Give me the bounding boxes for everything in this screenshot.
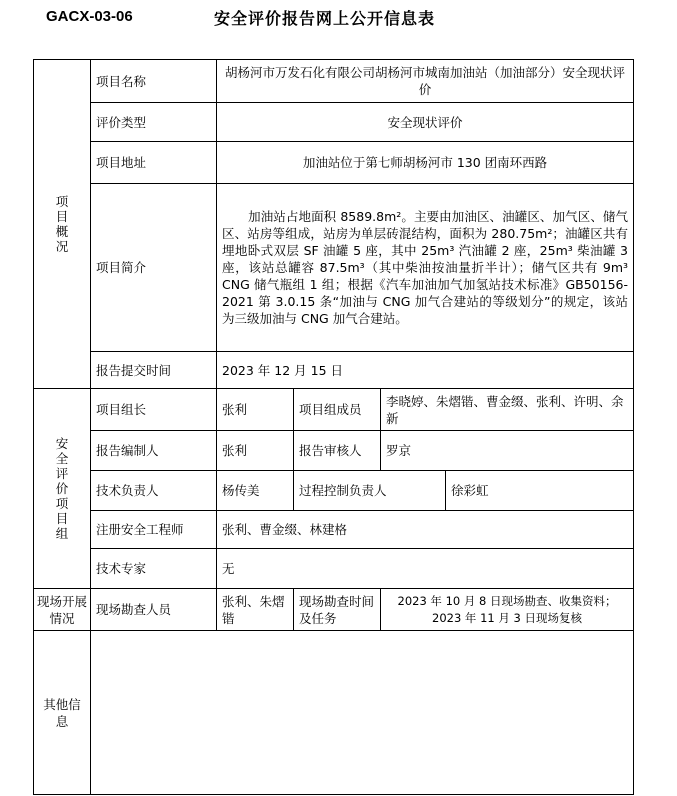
section-overview — [34, 60, 91, 389]
leader-label: 项目组长 — [91, 389, 217, 431]
section-team-label: 安全评价项目组 — [55, 435, 69, 541]
eval-type-label: 评价类型 — [91, 103, 217, 142]
survey-time-line-1: 2023 年 10 月 8 日现场勘查、收集资料； — [397, 593, 617, 608]
project-address-value: 加油站位于第七师胡杨河市 130 团南环西路 — [217, 142, 634, 184]
survey-time-label: 现场勘查时间及任务 — [294, 589, 381, 631]
leader-value: 张利 — [217, 389, 294, 431]
document-code: GACX-03-06 — [46, 8, 133, 25]
process-control-value: 徐彩虹 — [446, 471, 634, 511]
project-name-value: 胡杨河市万发石化有限公司胡杨河市城南加油站（加油部分）安全现状评价 — [217, 60, 634, 103]
tech-lead-value: 杨传美 — [217, 471, 294, 511]
members-label: 项目组成员 — [294, 389, 381, 431]
surveyor-label: 现场勘查人员 — [91, 589, 217, 631]
surveyor-value: 张利、朱熠锴 — [217, 589, 294, 631]
process-control-label: 过程控制负责人 — [294, 471, 446, 511]
info-table — [33, 59, 634, 795]
engineer-label: 注册安全工程师 — [91, 511, 217, 549]
survey-time-value — [381, 589, 634, 631]
engineer-value: 张利、曹金缀、林建格 — [217, 511, 634, 549]
eval-type-value: 安全现状评价 — [217, 103, 634, 142]
document-title: 安全评价报告网上公开信息表 — [214, 9, 436, 28]
author-value: 张利 — [217, 431, 294, 471]
submit-time-label: 报告提交时间 — [91, 352, 217, 389]
section-site-label: 现场开展情况 — [36, 593, 87, 626]
section-other-label: 其他信息 — [43, 696, 81, 729]
expert-label: 技术专家 — [91, 549, 217, 589]
other-info-value — [91, 631, 634, 795]
author-label: 报告编制人 — [91, 431, 217, 471]
section-site — [34, 589, 91, 631]
section-team — [34, 389, 91, 589]
members-value: 李晓婷、朱熠锴、曹金缀、张利、许明、余新 — [381, 389, 634, 431]
submit-time-value: 2023 年 12 月 15 日 — [217, 352, 634, 389]
project-intro-label: 项目简介 — [91, 184, 217, 352]
project-address-label: 项目地址 — [91, 142, 217, 184]
project-name-label: 项目名称 — [91, 60, 217, 103]
reviewer-label: 报告审核人 — [294, 431, 381, 471]
project-intro-cell — [217, 184, 634, 352]
project-intro-value: 加油站占地面积 8589.8m²。主要由加油区、油罐区、加气区、储气区、站房等组成，站房为单层砖混结构，面积为 280.75m²；油罐区共有埋地卧式双层 SF 油罐 5 座，其中 25m³ 汽油罐 2 座，25m³ 柴油罐 3 座，该站总罐容 87.5m³（其中柴油按油量折半计）；储气区共有 9m³ CNG 储气瓶组 1 组；根据《汽车加油加气加氢站技术标准》GB50156-2021 第 3.0.15 条“加油与 CNG 加气合建站的等级划分”的规定，该站为三级加油与 CNG 加气合建站。 — [222, 209, 629, 326]
tech-lead-label: 技术负责人 — [91, 471, 217, 511]
expert-value: 无 — [217, 549, 634, 589]
survey-time-line-2: 2023 年 11 月 3 日现场复核 — [432, 610, 582, 625]
reviewer-value: 罗京 — [381, 431, 634, 471]
section-other — [34, 631, 91, 795]
section-overview-label: 项目概况 — [55, 193, 69, 254]
